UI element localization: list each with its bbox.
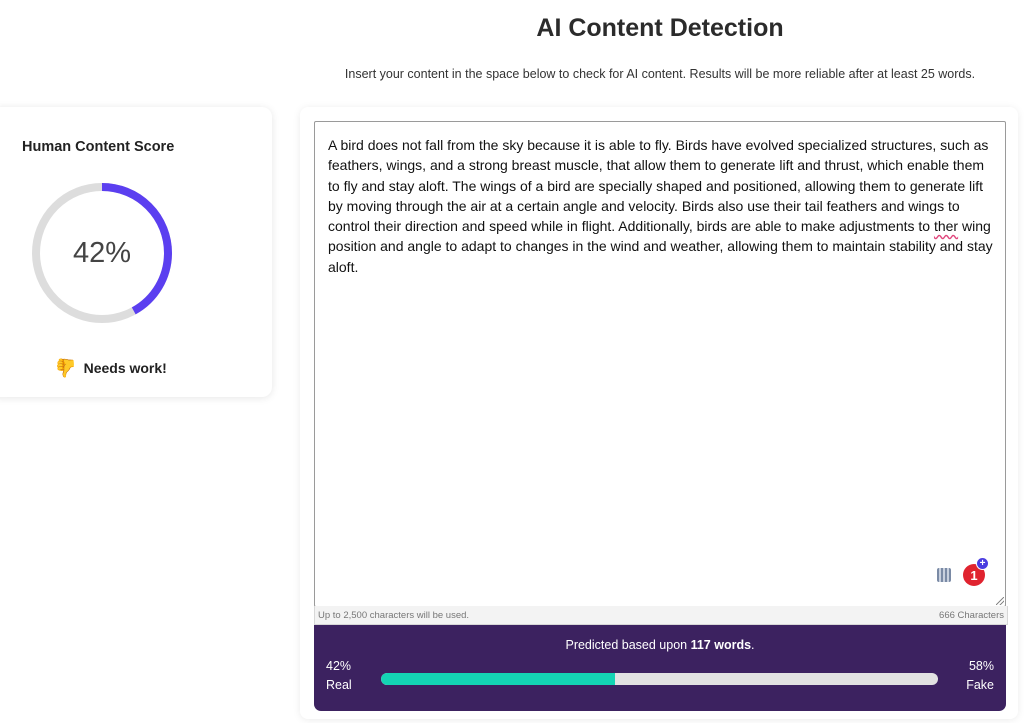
- issue-count-badge[interactable]: 1: [963, 564, 985, 586]
- misspelled-word[interactable]: ther: [933, 218, 959, 235]
- resize-handle-icon[interactable]: [996, 597, 1004, 605]
- page-title: AI Content Detection: [536, 14, 784, 42]
- real-fake-progress-bar: [381, 673, 938, 685]
- thumbs-down-icon: 👍: [55, 358, 78, 378]
- grammar-checker-icon[interactable]: [937, 568, 951, 582]
- content-textarea[interactable]: [314, 121, 1006, 607]
- real-percent: 42%: [326, 659, 352, 673]
- prediction-prefix: Predicted based upon: [565, 638, 691, 652]
- prediction-suffix: .: [751, 638, 755, 652]
- editor-panel: [300, 107, 1018, 719]
- prediction-summary: [314, 638, 1006, 652]
- real-progress-fill: [381, 673, 615, 685]
- content-text-part: A bird does not fall from the sky because it is able to fly. Birds have evolved specialized structures, such as feathers, wings, and a strong breast muscle, that allow them to generate lift and thrust, which enable them to fly and stay aloft. The wings of a bird are specially shaped and positioned, allowing them to generate lift by moving through the air at a certain angle and velocity. Birds also use their tail feathers and wings to control their direction and speed while in flight. Additionally, birds are able to make adjustments to: [328, 137, 989, 235]
- verdict: [0, 359, 222, 377]
- content-text[interactable]: [328, 135, 993, 277]
- fake-percent: 58%: [968, 659, 994, 673]
- score-value: 42%: [72, 236, 132, 269]
- verdict-label: Needs work!: [83, 360, 167, 376]
- page-subtitle: Insert your content in the space below to check for AI content. Results will be more reliable after at least 25 words.: [344, 67, 976, 81]
- textarea-footer: [314, 606, 1008, 625]
- character-count: 666 Characters: [939, 610, 1004, 621]
- fake-label: Fake: [966, 678, 994, 692]
- prediction-panel: [314, 625, 1006, 711]
- word-count: 117 words: [690, 638, 752, 652]
- score-card-title: Human Content Score: [22, 139, 175, 155]
- plus-icon: +: [976, 557, 989, 570]
- character-limit-note: Up to 2,500 characters will be used.: [318, 610, 470, 621]
- human-score-card: [0, 107, 272, 397]
- content-text-part: wing position and angle to adapt to changes in the wind and weather, allowing them to maintain stability and stay aloft.: [328, 218, 993, 275]
- real-label: Real: [326, 678, 352, 692]
